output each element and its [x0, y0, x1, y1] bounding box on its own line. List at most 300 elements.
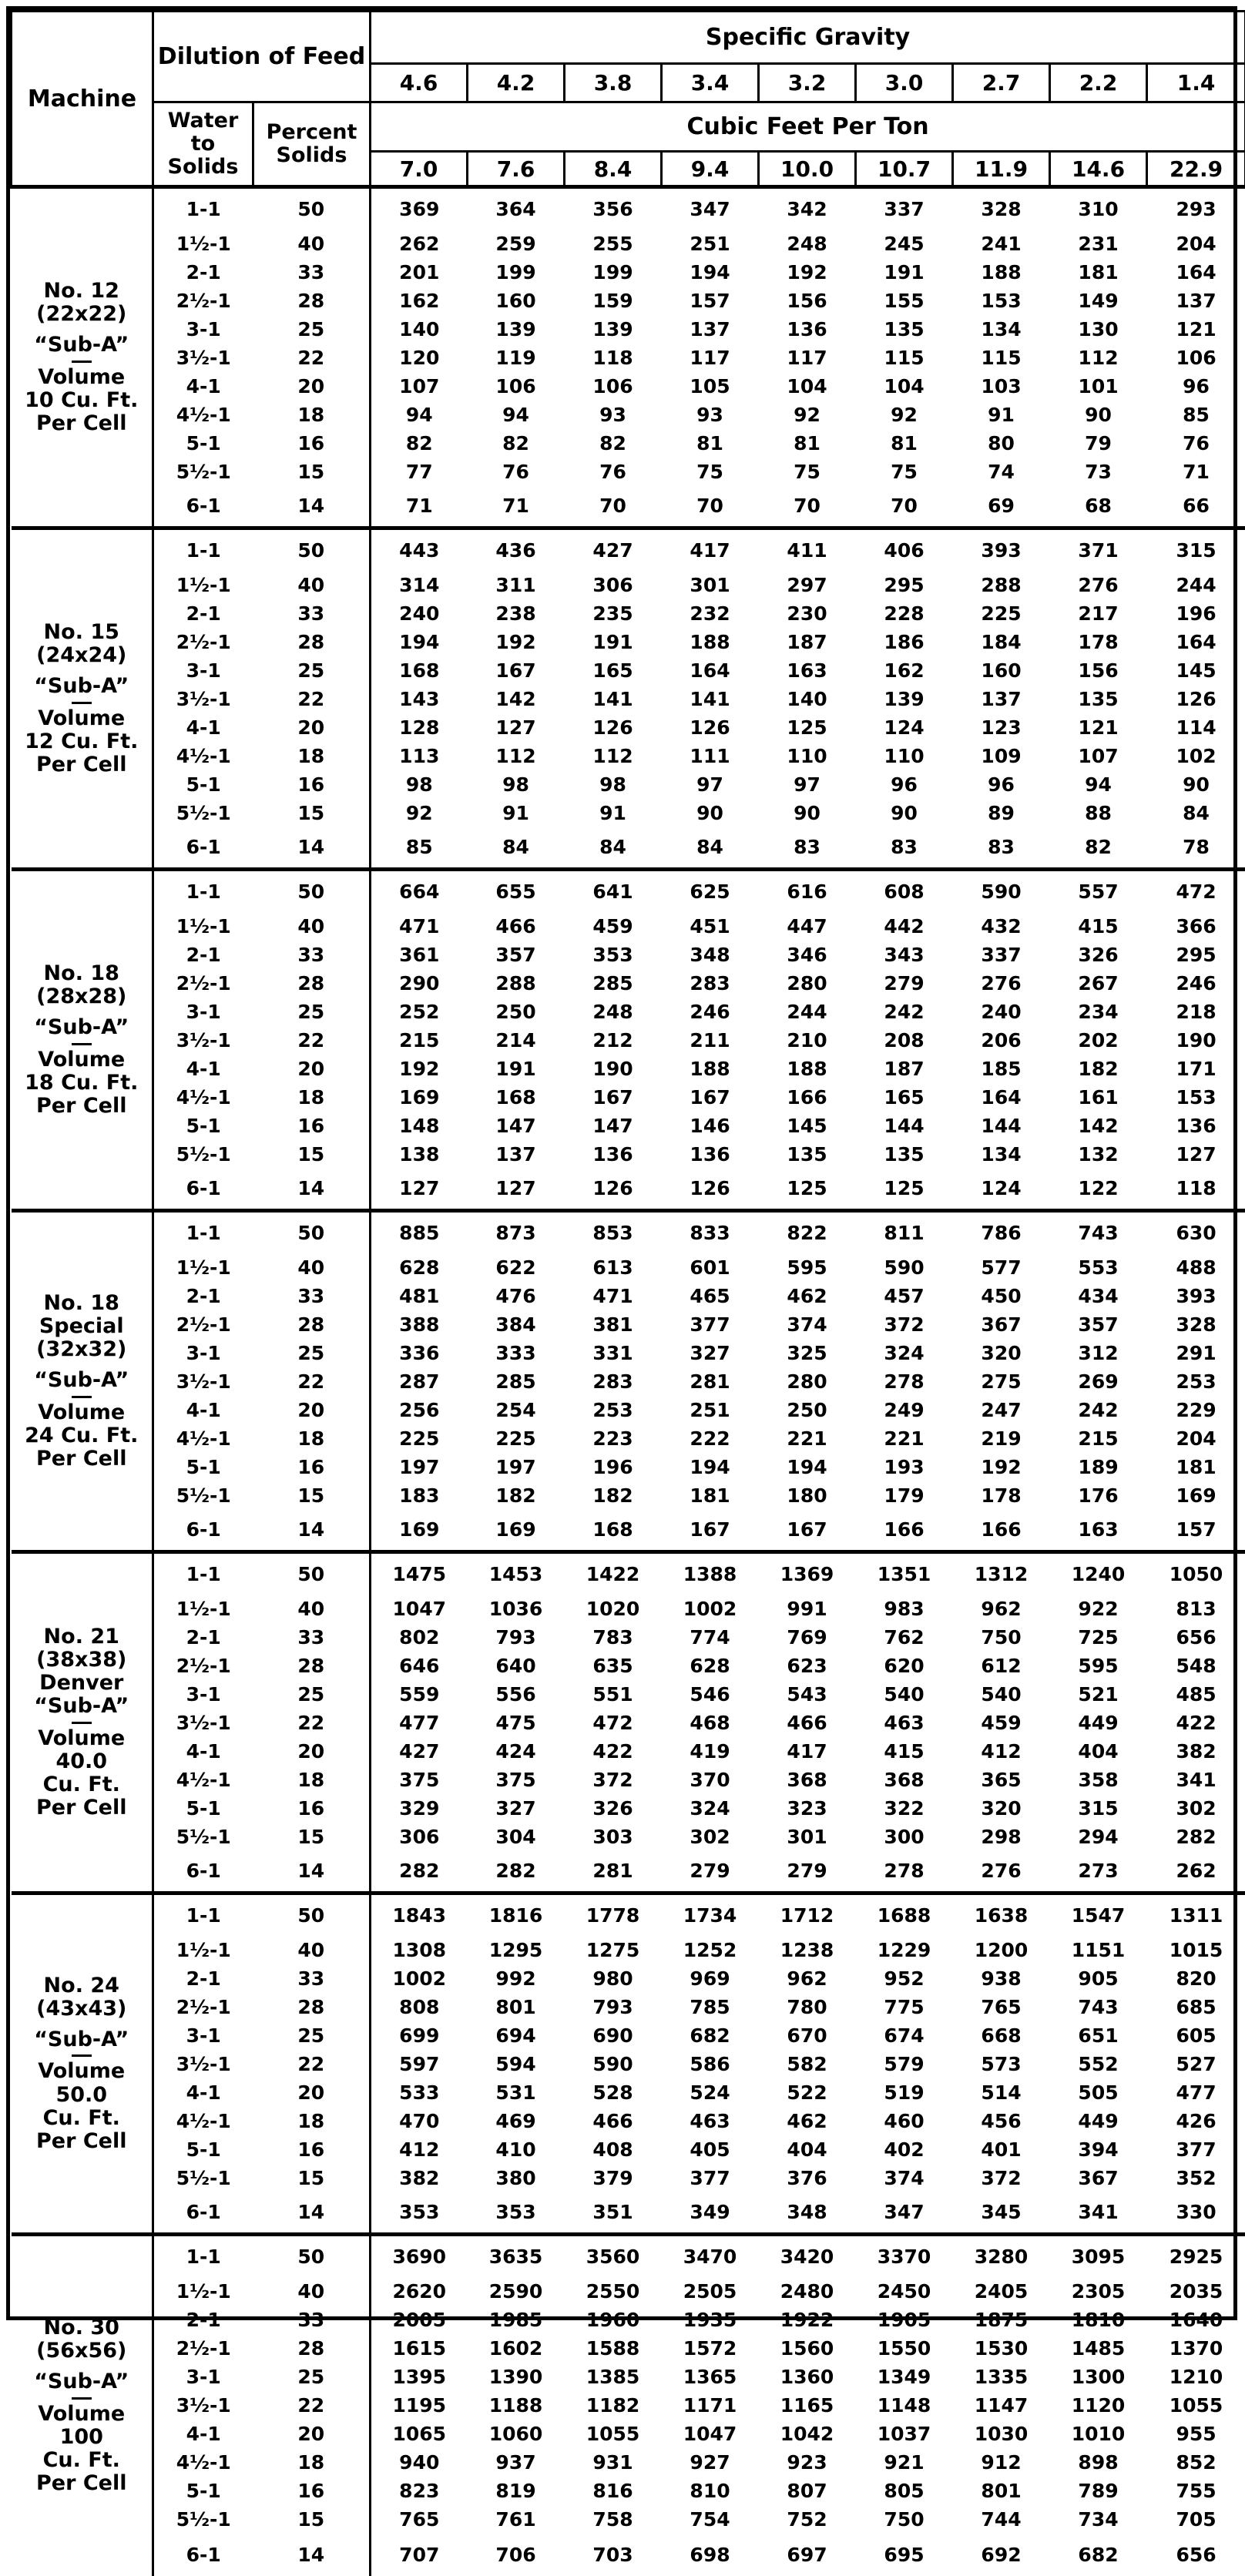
capacity-cell: 472: [565, 1709, 662, 1737]
water-to-solids-cell: 4½-1: [153, 2448, 253, 2477]
capacity-cell: 761: [468, 2505, 565, 2534]
table-row: [12, 1112, 1245, 1140]
capacity-cell: 165: [856, 1083, 953, 1112]
capacity-cell: 164: [1147, 628, 1245, 656]
capacity-cell: 1360: [759, 2363, 856, 2391]
percent-solids-cell: 25: [253, 2021, 371, 2050]
capacity-cell: 442: [856, 912, 953, 941]
capacity-cell: 1475: [371, 1552, 468, 1595]
capacity-cell: 808: [371, 1993, 468, 2021]
percent-solids-cell: 50: [253, 1552, 371, 1595]
water-to-solids-cell: 3-1: [153, 2363, 253, 2391]
capacity-cell: 187: [759, 628, 856, 656]
capacity-cell: 115: [953, 344, 1050, 372]
capacity-cell: 182: [1050, 1055, 1147, 1083]
capacity-cell: 262: [371, 230, 468, 258]
capacity-cell: 463: [662, 2107, 759, 2135]
capacity-cell: 112: [565, 742, 662, 770]
capacity-cell: 375: [468, 1766, 565, 1794]
capacity-cell: 166: [856, 1510, 953, 1552]
water-to-solids-cell: 3½-1: [153, 1026, 253, 1055]
specific-gravity-value: 3.8: [565, 64, 662, 102]
machine-label-line: 40.0: [12, 1750, 153, 1773]
water-to-solids-cell: 3-1: [153, 315, 253, 344]
capacity-cell: 234: [1050, 998, 1147, 1026]
capacity-cell: 125: [759, 1169, 856, 1211]
capacity-cell: 279: [662, 1851, 759, 1893]
percent-solids-cell: 20: [253, 2420, 371, 2448]
capacity-cell: 422: [565, 1737, 662, 1766]
percent-solids-cell: 14: [253, 827, 371, 870]
capacity-cell: 179: [856, 1481, 953, 1510]
capacity-cell: 342: [759, 187, 856, 230]
capacity-cell: 406: [856, 528, 953, 571]
water-to-solids-cell: 1½-1: [153, 571, 253, 599]
capacity-cell: 1252: [662, 1936, 759, 1964]
capacity-cell: 415: [856, 1737, 953, 1766]
capacity-cell: 820: [1147, 1964, 1245, 1993]
capacity-cell: 189: [1050, 1453, 1147, 1481]
capacity-cell: 540: [953, 1680, 1050, 1709]
cubic-feet-value: 14.6: [1050, 152, 1147, 187]
capacity-cell: 1275: [565, 1936, 662, 1964]
capacity-cell: 323: [759, 1794, 856, 1823]
capacity-cell: 1210: [1147, 2363, 1245, 2391]
machine-dash: [72, 702, 92, 704]
capacity-cell: 80: [953, 429, 1050, 458]
capacity-cell: 695: [856, 2534, 953, 2576]
capacity-cell: 146: [662, 1112, 759, 1140]
capacity-cell: 214: [468, 1026, 565, 1055]
water-to-solids-cell: 4½-1: [153, 1083, 253, 1112]
capacity-cell: 137: [1147, 287, 1245, 315]
capacity-cell: 370: [662, 1766, 759, 1794]
capacity-cell: 169: [468, 1510, 565, 1552]
capacity-cell: 450: [953, 1282, 1050, 1310]
machine-label-line: Per Cell: [12, 1796, 153, 1820]
capacity-cell: 187: [856, 1055, 953, 1083]
capacity-cell: 393: [953, 528, 1050, 571]
percent-solids-cell: 18: [253, 1083, 371, 1112]
capacity-cell: 1349: [856, 2363, 953, 2391]
capacity-cell: 1572: [662, 2334, 759, 2363]
capacity-cell: 91: [565, 799, 662, 827]
capacity-cell: 310: [1050, 187, 1147, 230]
capacity-cell: 802: [371, 1623, 468, 1652]
capacity-cell: 755: [1147, 2477, 1245, 2505]
percent-solids-cell: 22: [253, 1367, 371, 1396]
capacity-cell: 126: [662, 713, 759, 742]
percent-solids-cell: 33: [253, 941, 371, 969]
capacity-cell: 546: [662, 1680, 759, 1709]
capacity-cell: 255: [565, 230, 662, 258]
capacity-cell: 91: [468, 799, 565, 827]
table-row: [12, 969, 1245, 998]
capacity-cell: 228: [856, 599, 953, 628]
water-to-solids-cell: 5½-1: [153, 2505, 253, 2534]
machine-label-line: “Sub-A”: [12, 675, 153, 698]
capacity-cell: 232: [662, 599, 759, 628]
capacity-cell: 76: [468, 458, 565, 486]
capacity-cell: 623: [759, 1652, 856, 1680]
capacity-cell: 706: [468, 2534, 565, 2576]
capacity-cell: 81: [662, 429, 759, 458]
capacity-cell: 176: [1050, 1481, 1147, 1510]
capacity-cell: 376: [759, 2164, 856, 2192]
capacity-cell: 752: [759, 2505, 856, 2534]
capacity-cell: 128: [371, 713, 468, 742]
capacity-cell: 668: [953, 2021, 1050, 2050]
capacity-cell: 670: [759, 2021, 856, 2050]
capacity-cell: 162: [371, 287, 468, 315]
capacity-cell: 931: [565, 2448, 662, 2477]
capacity-cell: 380: [468, 2164, 565, 2192]
percent-solids-cell: 28: [253, 969, 371, 998]
capacity-cell: 1148: [856, 2391, 953, 2420]
capacity-cell: 664: [371, 870, 468, 912]
capacity-cell: 225: [953, 599, 1050, 628]
capacity-cell: 285: [468, 1367, 565, 1396]
capacity-cell: 384: [468, 1310, 565, 1339]
table-row: [12, 770, 1245, 799]
table-row: [12, 1211, 1245, 1253]
percent-solids-cell: 22: [253, 1709, 371, 1737]
capacity-cell: 118: [565, 344, 662, 372]
capacity-cell: 69: [953, 486, 1050, 528]
capacity-cell: 90: [856, 799, 953, 827]
table-row: [12, 2363, 1245, 2391]
water-to-solids-header: [153, 102, 253, 187]
percent-solids-cell: 28: [253, 1310, 371, 1339]
water-to-solids-cell: 1-1: [153, 1211, 253, 1253]
capacity-cell: 134: [953, 1140, 1050, 1169]
specific-gravity-value: 2.2: [1050, 64, 1147, 102]
capacity-cell: 115: [856, 344, 953, 372]
capacity-cell: 327: [662, 1339, 759, 1367]
percent-solids-cell: 40: [253, 1253, 371, 1282]
capacity-cell: 765: [371, 2505, 468, 2534]
capacity-cell: 481: [371, 1282, 468, 1310]
capacity-cell: 347: [856, 2192, 953, 2235]
capacity-cell: 471: [371, 912, 468, 941]
capacity-cell: 682: [662, 2021, 759, 2050]
machine-label: [12, 528, 153, 870]
capacity-cell: 725: [1050, 1623, 1147, 1652]
capacity-cell: 167: [565, 1083, 662, 1112]
percent-solids-cell: 50: [253, 870, 371, 912]
capacity-cell: 84: [468, 827, 565, 870]
capacity-cell: 1171: [662, 2391, 759, 2420]
capacity-cell: 97: [662, 770, 759, 799]
percent-solids-cell: 14: [253, 1851, 371, 1893]
percent-solids-cell: 25: [253, 2363, 371, 2391]
capacity-cell: 74: [953, 458, 1050, 486]
capacity-cell: 188: [662, 628, 759, 656]
capacity-cell: 85: [371, 827, 468, 870]
capacity-cell: 471: [565, 1282, 662, 1310]
capacity-cell: 786: [953, 1211, 1050, 1253]
capacity-cell: 337: [856, 187, 953, 230]
percent-solids-cell: 33: [253, 2306, 371, 2334]
capacity-cell: 551: [565, 1680, 662, 1709]
capacity-cell: 699: [371, 2021, 468, 2050]
percent-solids-cell: 15: [253, 2505, 371, 2534]
capacity-cell: 2005: [371, 2306, 468, 2334]
water-to-solids-cell: 3½-1: [153, 685, 253, 713]
machine-dash: [72, 1043, 92, 1045]
capacity-cell: 141: [565, 685, 662, 713]
capacity-cell: 459: [953, 1709, 1050, 1737]
capacity-cell: 955: [1147, 2420, 1245, 2448]
capacity-cell: 1060: [468, 2420, 565, 2448]
water-to-solids-cell: 2½-1: [153, 2334, 253, 2363]
capacity-cell: 374: [856, 2164, 953, 2192]
table-row: [12, 1055, 1245, 1083]
capacity-cell: 326: [1050, 941, 1147, 969]
capacity-cell: 302: [662, 1823, 759, 1851]
water-to-solids-cell: 4½-1: [153, 742, 253, 770]
capacity-cell: 905: [1050, 1964, 1147, 1993]
capacity-cell: 1547: [1050, 1893, 1147, 1936]
capacity-cell: 394: [1050, 2135, 1147, 2164]
capacity-cell: 346: [759, 941, 856, 969]
capacity-cell: 559: [371, 1680, 468, 1709]
capacity-cell: 921: [856, 2448, 953, 2477]
water-to-solids-cell: 4½-1: [153, 1766, 253, 1794]
capacity-cell: 2620: [371, 2277, 468, 2306]
table-body: [12, 187, 1245, 2576]
percent-solids-cell: 28: [253, 2334, 371, 2363]
capacity-cell: 188: [662, 1055, 759, 1083]
capacity-cell: 210: [759, 1026, 856, 1055]
water-to-solids-cell: 3½-1: [153, 2391, 253, 2420]
water-to-solids-cell: 1½-1: [153, 1595, 253, 1623]
machine-label-line: 12 Cu. Ft.: [12, 730, 153, 753]
capacity-cell: 374: [759, 1310, 856, 1339]
capacity-cell: 412: [371, 2135, 468, 2164]
table-row: [12, 258, 1245, 287]
capacity-cell: 153: [953, 287, 1050, 315]
capacity-cell: 329: [371, 1794, 468, 1823]
percent-solids-cell: 16: [253, 1112, 371, 1140]
capacity-cell: 983: [856, 1595, 953, 1623]
table-row: [12, 941, 1245, 969]
capacity-cell: 70: [565, 486, 662, 528]
capacity-cell: 83: [759, 827, 856, 870]
capacity-cell: 992: [468, 1964, 565, 1993]
table-row: [12, 2235, 1245, 2277]
capacity-cell: 269: [1050, 1367, 1147, 1396]
percent-solids-cell: 22: [253, 344, 371, 372]
water-to-solids-cell: 2-1: [153, 1282, 253, 1310]
capacity-cell: 89: [953, 799, 1050, 827]
water-to-solids-cell: 3½-1: [153, 2050, 253, 2078]
capacity-cell: 641: [565, 870, 662, 912]
percent-solids-cell: 22: [253, 685, 371, 713]
capacity-cell: 282: [468, 1851, 565, 1893]
percent-solids-cell: 40: [253, 571, 371, 599]
table-row: [12, 401, 1245, 429]
capacity-cell: 682: [1050, 2534, 1147, 2576]
water-to-solids-cell: 5½-1: [153, 799, 253, 827]
machine-label-line: Per Cell: [12, 2130, 153, 2153]
capacity-cell: 372: [856, 1310, 953, 1339]
capacity-cell: 522: [759, 2078, 856, 2107]
machine-label-line: 10 Cu. Ft.: [12, 389, 153, 412]
capacity-cell: 70: [662, 486, 759, 528]
machine-label-line: 24 Cu. Ft.: [12, 1424, 153, 1447]
capacity-cell: 212: [565, 1026, 662, 1055]
capacity-cell: 140: [759, 685, 856, 713]
specific-gravity-value: 2.7: [953, 64, 1050, 102]
capacity-cell: 191: [856, 258, 953, 287]
table-row: [12, 1253, 1245, 1282]
machine-label-line: No. 24: [12, 1974, 153, 1997]
water-to-solids-label: Water to Solids: [168, 109, 239, 178]
capacity-cell: 422: [1147, 1709, 1245, 1737]
capacity-cell: 1047: [662, 2420, 759, 2448]
capacity-cell: 1200: [953, 1936, 1050, 1964]
capacity-cell: 256: [371, 1396, 468, 1424]
capacity-cell: 288: [953, 571, 1050, 599]
capacity-cell: 136: [759, 315, 856, 344]
capacity-cell: 640: [468, 1652, 565, 1680]
percent-solids-cell: 40: [253, 1595, 371, 1623]
percent-solids-label: Percent Solids: [262, 121, 362, 166]
capacity-cell: 124: [856, 713, 953, 742]
water-to-solids-cell: 1½-1: [153, 912, 253, 941]
percent-solids-cell: 25: [253, 1339, 371, 1367]
table-row: [12, 1823, 1245, 1851]
capacity-cell: 295: [856, 571, 953, 599]
capacity-cell: 139: [856, 685, 953, 713]
capacity-cell: 159: [565, 287, 662, 315]
capacity-cell: 194: [371, 628, 468, 656]
capacity-cell: 962: [759, 1964, 856, 1993]
capacity-cell: 157: [662, 287, 759, 315]
capacity-cell: 353: [468, 2192, 565, 2235]
capacity-cell: 138: [371, 1140, 468, 1169]
capacity-cell: 199: [565, 258, 662, 287]
capacity-cell: 127: [371, 1169, 468, 1211]
machine-label: [12, 1211, 153, 1552]
capacity-cell: 246: [662, 998, 759, 1026]
capacity-cell: 112: [468, 742, 565, 770]
capacity-cell: 505: [1050, 2078, 1147, 2107]
capacity-cell: 853: [565, 1211, 662, 1253]
capacity-cell: 466: [468, 912, 565, 941]
capacity-cell: 110: [856, 742, 953, 770]
percent-solids-cell: 14: [253, 486, 371, 528]
capacity-cell: 552: [1050, 2050, 1147, 2078]
capacity-cell: 822: [759, 1211, 856, 1253]
table-row: [12, 2107, 1245, 2135]
capacity-cell: 466: [565, 2107, 662, 2135]
capacity-cell: 311: [468, 571, 565, 599]
capacity-cell: 206: [953, 1026, 1050, 1055]
capacity-cell: 249: [856, 1396, 953, 1424]
capacity-cell: 628: [662, 1652, 759, 1680]
percent-solids-cell: 18: [253, 1424, 371, 1453]
percent-solids-cell: 15: [253, 799, 371, 827]
capacity-cell: 127: [468, 1169, 565, 1211]
capacity-cell: 92: [759, 401, 856, 429]
water-to-solids-cell: 1½-1: [153, 230, 253, 258]
capacity-cell: 377: [662, 2164, 759, 2192]
capacity-cell: 130: [1050, 315, 1147, 344]
machine-label: [12, 1552, 153, 1893]
capacity-cell: 288: [468, 969, 565, 998]
capacity-cell: 330: [1147, 2192, 1245, 2235]
capacity-cell: 548: [1147, 1652, 1245, 1680]
capacity-cell: 82: [1050, 827, 1147, 870]
capacity-cell: 2480: [759, 2277, 856, 2306]
capacity-cell: 70: [759, 486, 856, 528]
capacity-cell: 3095: [1050, 2235, 1147, 2277]
water-to-solids-cell: 1½-1: [153, 1936, 253, 1964]
capacity-cell: 211: [662, 1026, 759, 1055]
capacity-cell: 276: [953, 969, 1050, 998]
capacity-cell: 1335: [953, 2363, 1050, 2391]
capacity-cell: 449: [1050, 1709, 1147, 1737]
cubic-feet-value: 9.4: [662, 152, 759, 187]
capacity-cell: 447: [759, 912, 856, 941]
capacity-cell: 833: [662, 1211, 759, 1253]
capacity-cell: 180: [759, 1481, 856, 1510]
capacity-cell: 1602: [468, 2334, 565, 2363]
capacity-cell: 124: [953, 1169, 1050, 1211]
table-row: [12, 827, 1245, 870]
capacity-cell: 90: [1147, 770, 1245, 799]
capacity-cell: 97: [759, 770, 856, 799]
percent-solids-cell: 14: [253, 2534, 371, 2576]
capacity-cell: 765: [953, 1993, 1050, 2021]
capacity-cell: 314: [371, 571, 468, 599]
capacity-cell: 789: [1050, 2477, 1147, 2505]
table-row: [12, 799, 1245, 827]
water-to-solids-cell: 6-1: [153, 1510, 253, 1552]
table-row: [12, 458, 1245, 486]
capacity-cell: 215: [1050, 1424, 1147, 1453]
capacity-cell: 137: [662, 315, 759, 344]
capacity-cell: 743: [1050, 1993, 1147, 2021]
machine-label-line: Cu. Ft.: [12, 2449, 153, 2472]
table-row: [12, 1993, 1245, 2021]
capacity-cell: 343: [856, 941, 953, 969]
water-to-solids-cell: 3½-1: [153, 1709, 253, 1737]
table-row: [12, 1169, 1245, 1211]
capacity-cell: 410: [468, 2135, 565, 2164]
capacity-cell: 1485: [1050, 2334, 1147, 2363]
capacity-cell: 419: [662, 1737, 759, 1766]
capacity-cell: 436: [468, 528, 565, 571]
specific-gravity-value: 3.0: [856, 64, 953, 102]
capacity-cell: 167: [662, 1083, 759, 1112]
capacity-cell: 656: [1147, 1623, 1245, 1652]
capacity-cell: 477: [371, 1709, 468, 1737]
capacity-cell: 188: [953, 258, 1050, 287]
percent-solids-cell: 33: [253, 1282, 371, 1310]
percent-solids-cell: 28: [253, 1652, 371, 1680]
capacity-cell: 734: [1050, 2505, 1147, 2534]
machine-label-line: (28x28): [12, 985, 153, 1008]
table-row: [12, 1339, 1245, 1367]
capacity-cell: 922: [1050, 1595, 1147, 1623]
percent-solids-cell: 16: [253, 1794, 371, 1823]
capacity-cell: 246: [1147, 969, 1245, 998]
percent-solids-cell: 14: [253, 1510, 371, 1552]
capacity-cell: 273: [1050, 1851, 1147, 1893]
